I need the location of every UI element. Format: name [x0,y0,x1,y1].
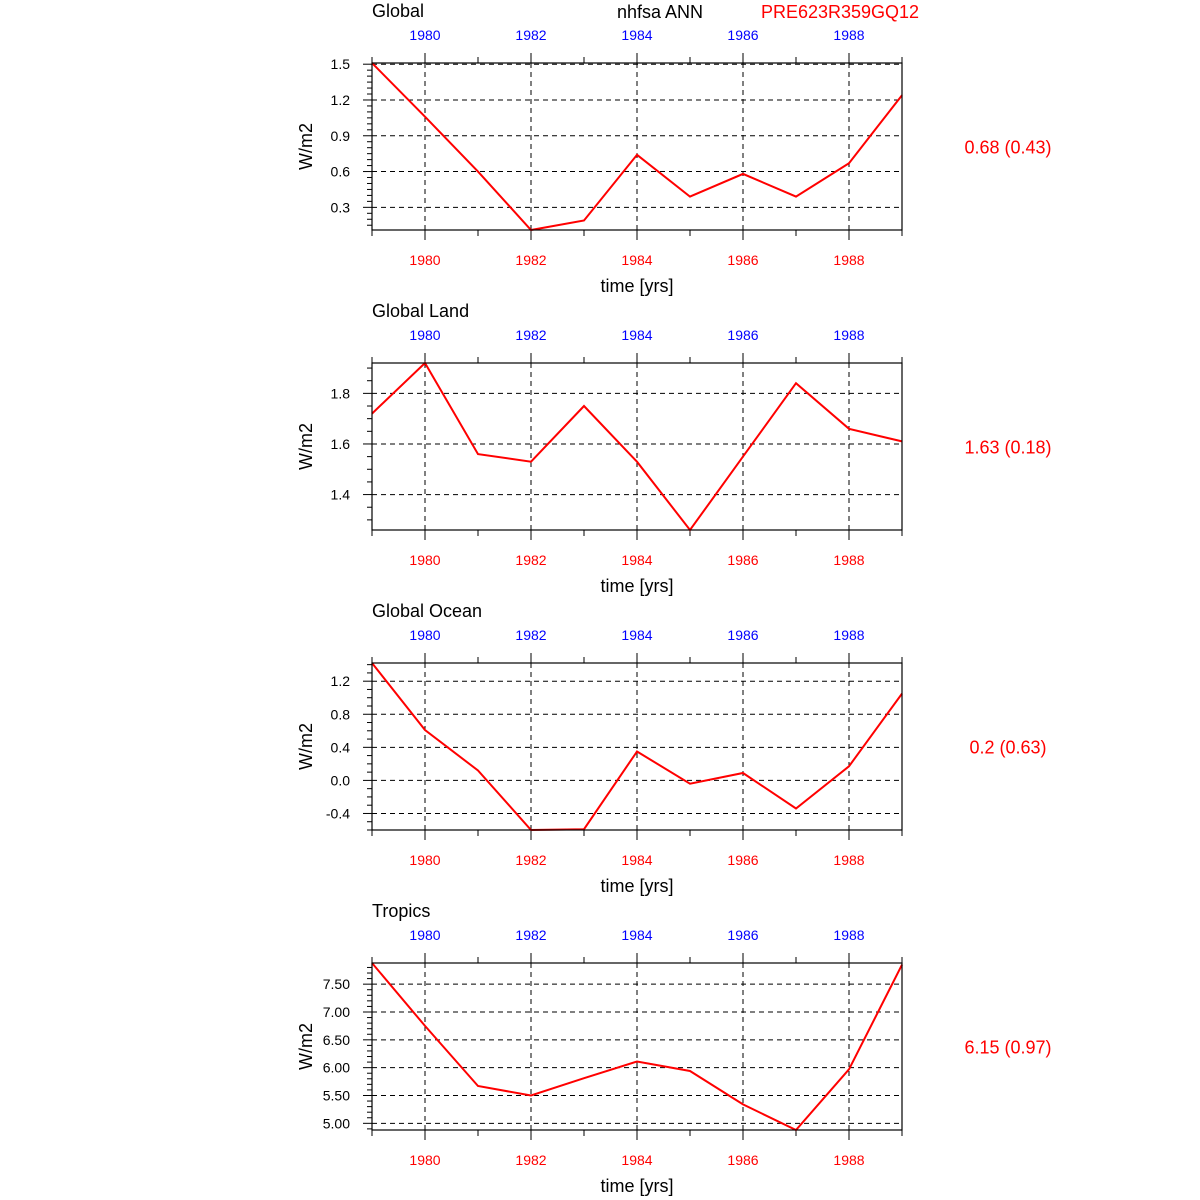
x-axis-label: time [yrs] [600,576,674,596]
x-tick-label-top: 1986 [727,327,759,343]
panel-2 [296,601,1047,896]
x-tick-label-top: 1988 [833,927,865,943]
x-tick-label-bottom: 1988 [833,552,865,568]
panel-3 [296,901,1052,1196]
x-tick-label-bottom: 1988 [833,852,865,868]
mean-std-annotation: 0.2 (0.63) [969,737,1047,758]
y-tick-label: 0.0 [330,772,350,789]
y-tick-label: 1.5 [330,56,350,73]
y-tick-label: 5.00 [322,1115,350,1132]
x-tick-label-bottom: 1980 [409,552,441,568]
x-tick-label-bottom: 1980 [409,852,441,868]
panel-1 [296,301,1052,596]
y-tick-label: -0.4 [325,805,350,822]
mean-std-annotation: 6.15 (0.97) [964,1037,1052,1058]
header-right-title: PRE623R359GQ12 [760,2,920,22]
x-axis-label: time [yrs] [600,276,674,296]
y-tick-label: 7.50 [322,976,350,993]
mean-std-annotation: 1.63 (0.18) [964,437,1052,458]
y-tick-label: 0.6 [330,163,350,180]
y-tick-label: 1.2 [330,91,350,108]
x-tick-label-top: 1984 [621,327,653,343]
y-tick-label: 7.00 [322,1003,350,1020]
panel-0 [296,1,1052,296]
x-tick-label-bottom: 1984 [621,852,653,868]
y-axis-label: W/m2 [296,1023,316,1070]
x-tick-label-top: 1982 [515,627,547,643]
x-tick-label-bottom: 1982 [515,1152,547,1168]
x-tick-label-top: 1984 [621,627,653,643]
y-tick-label: 0.4 [330,739,350,756]
x-tick-label-top: 1984 [621,27,653,43]
x-tick-label-top: 1988 [833,327,865,343]
header-center-title: nhfsa ANN [616,2,704,22]
panel-title: Tropics [372,901,431,921]
x-axis-label: time [yrs] [600,876,674,896]
x-tick-label-bottom: 1986 [727,552,759,568]
x-tick-label-bottom: 1980 [409,252,441,268]
x-tick-label-top: 1980 [409,327,441,343]
x-tick-label-top: 1984 [621,927,653,943]
x-tick-label-bottom: 1982 [515,252,547,268]
x-tick-label-top: 1986 [727,627,759,643]
x-tick-label-top: 1988 [833,27,865,43]
x-tick-label-bottom: 1986 [727,852,759,868]
x-tick-label-bottom: 1988 [833,1152,865,1168]
y-tick-label: 0.3 [330,199,350,216]
x-tick-label-bottom: 1980 [409,1152,441,1168]
y-axis-label: W/m2 [296,723,316,770]
panel-title: Global Ocean [372,601,483,621]
panel-title: Global Land [372,301,470,321]
x-tick-label-top: 1982 [515,27,547,43]
x-tick-label-top: 1980 [409,927,441,943]
y-tick-label: 1.6 [330,435,350,452]
panel-title: Global [372,1,425,21]
y-tick-label: 5.50 [322,1087,350,1104]
x-tick-label-bottom: 1984 [621,252,653,268]
y-axis-label: W/m2 [296,123,316,170]
panels [296,1,1052,1196]
x-tick-label-bottom: 1984 [621,552,653,568]
x-tick-label-top: 1986 [727,27,759,43]
x-tick-label-bottom: 1988 [833,252,865,268]
mean-std-annotation: 0.68 (0.43) [964,137,1052,158]
x-tick-label-bottom: 1982 [515,552,547,568]
y-tick-label: 0.9 [330,127,350,144]
x-tick-label-top: 1986 [727,927,759,943]
x-tick-label-bottom: 1986 [727,252,759,268]
x-tick-label-top: 1980 [409,627,441,643]
x-tick-label-bottom: 1984 [621,1152,653,1168]
y-tick-label: 1.4 [330,486,350,503]
y-tick-label: 1.2 [330,673,350,690]
x-tick-label-bottom: 1986 [727,1152,759,1168]
x-tick-label-top: 1988 [833,627,865,643]
y-tick-label: 0.8 [330,706,350,723]
y-axis-label: W/m2 [296,423,316,470]
x-tick-label-bottom: 1982 [515,852,547,868]
y-tick-label: 6.00 [322,1059,350,1076]
y-tick-label: 6.50 [322,1031,350,1048]
y-tick-label: 1.8 [330,385,350,402]
x-axis-label: time [yrs] [600,1176,674,1196]
x-tick-label-top: 1980 [409,27,441,43]
x-tick-label-top: 1982 [515,927,547,943]
x-tick-label-top: 1982 [515,327,547,343]
